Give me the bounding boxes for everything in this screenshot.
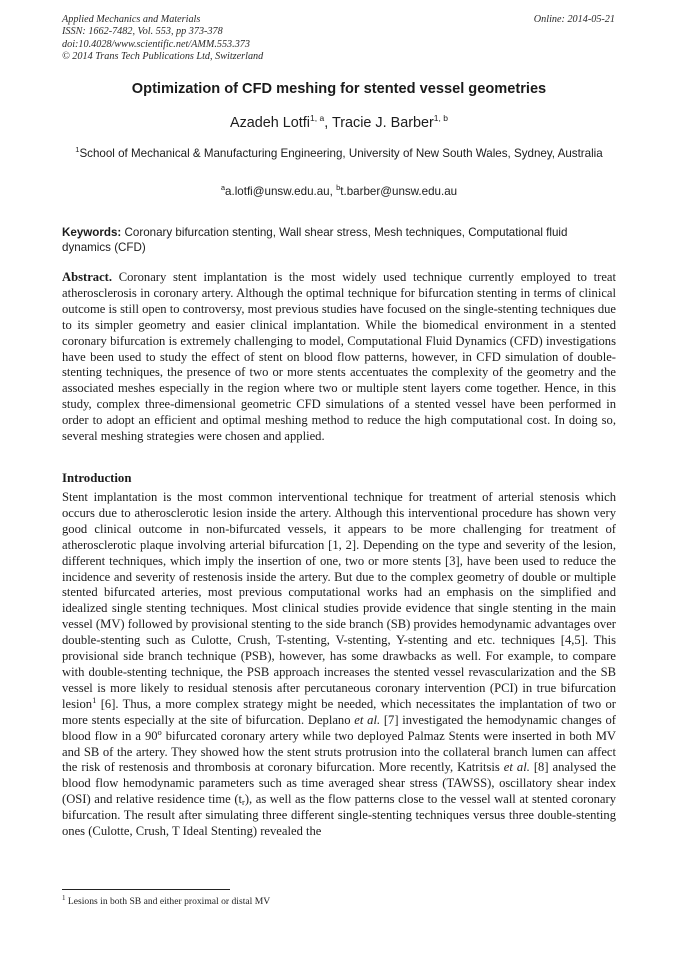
email-separator: , [329, 185, 337, 198]
section-heading-introduction: Introduction [62, 471, 132, 485]
affiliation-mark: 1 [75, 145, 80, 154]
abstract-label: Abstract. [62, 270, 113, 284]
footnote-divider [62, 889, 230, 890]
et-al: et al. [354, 712, 381, 727]
email-line [62, 184, 616, 199]
intro-text: bifurcated coronary artery while two deployed Palmaz Stents were inserted in both MV and SB of the artery. They showed how the stent struts protrusion into the collateral branch lumen can affect the risk of restenosis and thrombosis at coronary bifurcation. More recently, Katritsis [62, 728, 616, 775]
author-affiliation-mark: 1, a [310, 113, 325, 123]
affiliation [75, 146, 603, 161]
intro-text: ), as well as the flow patterns close to the vessel wall at stented coronary bifurcation. The result after simulating three different single-stenting techniques versus three double-stenting ones (Culotte, Crush, T Ideal Stenting) revealed the [62, 792, 616, 839]
footnote [62, 896, 270, 908]
affiliation-text: School of Mechanical & Manufacturing Engineering, University of New South Wales, Sydney, Australia [79, 147, 603, 160]
journal-name: Applied Mechanics and Materials [62, 14, 201, 25]
abstract [62, 270, 616, 445]
author-separator: , [324, 115, 332, 131]
email-mark: a [220, 183, 226, 192]
keywords-label: Keywords: [62, 226, 122, 239]
doi-line: doi:10.4028/www.scientific.net/AMM.553.373 [62, 38, 250, 50]
author-name: Azadeh Lotfi [230, 115, 311, 131]
journal-header [62, 14, 263, 64]
keywords-text: Coronary bifurcation stenting, Wall shear stress, Mesh techniques, Computational fluid dynamics (CFD) [62, 226, 568, 254]
intro-text: [6]. Thus, a more complex strategy might be needed, which necessitates the implantation of two or more stents especially at the site of bifurcation. Deplano [62, 696, 616, 727]
footnote-ref[interactable]: 1 [92, 694, 97, 705]
et-al: et al. [503, 760, 530, 775]
author-affiliation-mark: 1, b [433, 113, 448, 123]
author-name: Tracie J. Barber [331, 115, 434, 131]
keywords [62, 226, 616, 256]
copyright-line: © 2014 Trans Tech Publications Ltd, Switzerland [62, 51, 264, 63]
author-line [62, 114, 616, 132]
email-address[interactable]: t.barber@unsw.edu.au [340, 185, 458, 198]
subscript-r: r [242, 797, 245, 808]
footnote-text: Lesions in both SB and either proximal or distal MV [67, 896, 271, 907]
online-date: Online: 2014-05-21 [533, 14, 615, 25]
introduction-paragraph [62, 490, 616, 840]
email-mark: b [336, 183, 341, 192]
degree-mark: o [157, 726, 162, 737]
intro-text: [7] investigated the hemodynamic changes of blood flow in a 90 [62, 712, 616, 743]
issn-line: ISSN: 1662-7482, Vol. 553, pp 373-378 [62, 26, 223, 38]
email-address[interactable]: a.lotfi@unsw.edu.au [225, 185, 330, 198]
intro-text: [8] analysed the blood flow hemodynamic parameters such as time averaged shear stress (TAWSS), oscillatory shear index (OSI) and relative residence time (t [62, 760, 616, 807]
footnote-number: 1 [62, 894, 66, 902]
intro-text: Stent implantation is the most common interventional technique for treatment of arterial stenosis which occurs due to atherosclerotic lesion inside the artery. Although this interventional procedure has shown very good clinical outcome in non-bifurcated vessels, it appears to be more challenging for treatment of atherosclerotic plaque involving arterial bifurcation [1, 2]. Depending on the type and severity of the lesion, different techniques, which imply the insertion of one, two or more stents [3], have been used to reduce the incidence and severity of restenosis inside the artery. But due to the complex geometry of double or multiple stented bifurcated arteries, most previous computational works had an emphasis on the simplified and idealized single stenting techniques. Most clinical studies provide evidence that single stenting in the main vessel (MV) followed by provisional stenting to the side branch (SB) provides hemodynamic advantages over double-stenting such as Culotte, Crush, T-stenting, V-stenting, Y-stenting and etc. techniques [4,5]. This provisional side branch technique (PSB), however, has some drawbacks as well. For example, to compare with double-stenting technique, the PSB approach increases the stented vessel revascularization and the SB vessel is more likely to residual stenosis after percutaneous coronary intervention (PCI) in true bifurcation lesion [62, 490, 617, 711]
paper-title: Optimization of CFD meshing for stented vessel geometries [131, 81, 547, 97]
abstract-text: Coronary stent implantation is the most widely used technique currently employed to treat atherosclerosis in coronary artery. Although the optimal technique for bifurcation stenting in terms of clinical outcome is still open to controversy, most previous studies have focused on the single-stenting techniques due to its simpler geometry and easier clinical implantation. While the biomedical environment in a stented coronary bifurcation is extremely challenging to model, Computational Fluid Dynamics (CFD) investigations have been used to study the effect of stent on blood flow patterns, however, in CFD simulation of double-stenting techniques, the presence of two or more stents accentuates the complexity of the geometry and the associated meshes especially in the region where two or multiple stent layers come together. Hence, in this study, complex three-dimensional geometric CFD simulations of a stented vessel have been performed in order to adopt an efficient and optimal meshing method to reduce the high computational cost. In doing so, several meshing strategies were chosen and applied. [62, 270, 616, 444]
